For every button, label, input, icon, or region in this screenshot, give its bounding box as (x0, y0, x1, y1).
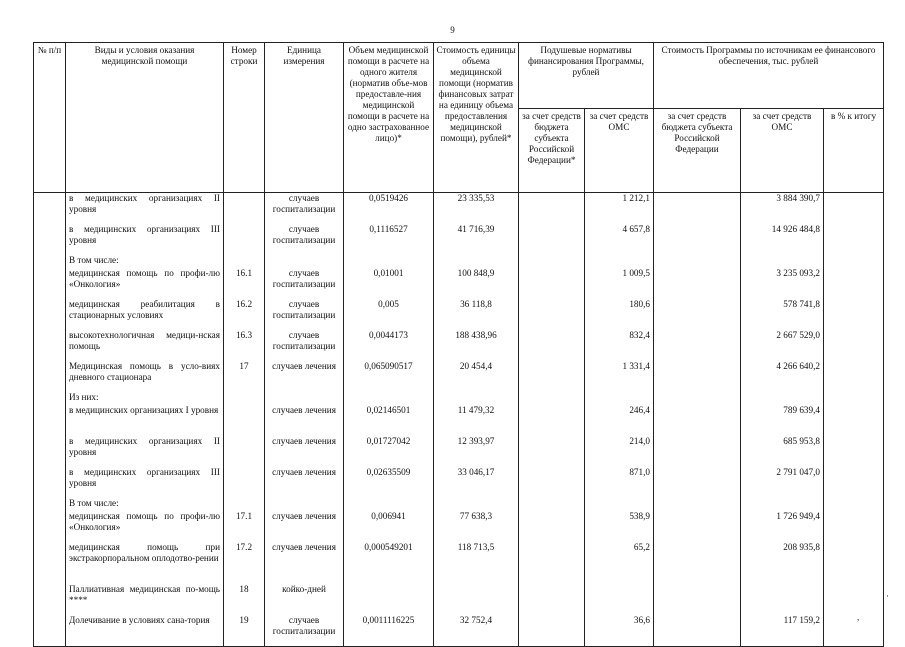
cell-norm-oms: 1 009,5 (585, 268, 654, 299)
cell-norm-budget (519, 498, 585, 511)
cell-src-oms (741, 392, 824, 405)
table-row (34, 268, 884, 299)
cell-name: Паллиативная медицинская по-мощь **** (66, 584, 224, 615)
cell-norm-budget (519, 584, 585, 615)
cell-line (224, 405, 265, 436)
cell-name: в медицинских организациях II уровня (66, 436, 224, 467)
cell-norm-oms: 4 657,8 (585, 224, 654, 255)
cell-norm-oms: 246,4 (585, 405, 654, 436)
header-unit: Единица измерения (265, 43, 344, 193)
cell-unit: случаев госпитализации (265, 615, 344, 647)
cell-norm-budget (519, 511, 585, 542)
cell-line: 17.2 (224, 542, 265, 584)
cell-cost (434, 392, 519, 405)
cell-volume: 0,0519426 (344, 193, 434, 225)
header-sources-group: Стоимость Программы по источникам ее финансового обеспечения, тыс. рублей (654, 43, 884, 109)
cell-line: 18 (224, 584, 265, 615)
cell-num (34, 511, 66, 542)
cell-cost: 12 393,97 (434, 436, 519, 467)
table-row (34, 330, 884, 361)
cell-pct (824, 224, 884, 255)
cell-src-budget (654, 193, 741, 225)
cell-volume (344, 584, 434, 615)
cell-cost: 118 713,5 (434, 542, 519, 584)
cell-src-oms: 117 159,2 (741, 615, 824, 647)
cell-src-budget (654, 615, 741, 647)
cell-name: Из них: (66, 392, 224, 405)
cell-src-oms: 685 953,8 (741, 436, 824, 467)
cell-name: медицинская помощь по профи-лю «Онкология» (66, 511, 224, 542)
cell-line: 16.1 (224, 268, 265, 299)
table-row (34, 299, 884, 330)
cell-src-oms: 4 266 640,2 (741, 361, 824, 392)
cell-name: в медицинских организациях III уровня (66, 467, 224, 498)
cell-norm-budget (519, 361, 585, 392)
cell-norm-budget (519, 268, 585, 299)
header-src-pct: в % к итогу (824, 109, 884, 193)
cell-num (34, 255, 66, 268)
cell-cost: 11 479,32 (434, 405, 519, 436)
cell-norm-budget (519, 436, 585, 467)
cell-norm-budget (519, 330, 585, 361)
cell-norm-oms: 538,9 (585, 511, 654, 542)
cell-unit: случаев госпитализации (265, 224, 344, 255)
cell-name: медицинская помощь по профи-лю «Онкология» (66, 268, 224, 299)
cell-line (224, 467, 265, 498)
cell-line (224, 498, 265, 511)
cell-pct (824, 498, 884, 511)
cell-unit: случаев лечения (265, 405, 344, 436)
cell-volume: 0,01001 (344, 268, 434, 299)
header-norms-group: Подушевые нормативы финансирования Программы, рублей (519, 43, 654, 109)
table-row (34, 224, 884, 255)
cell-unit (265, 255, 344, 268)
cell-pct (824, 511, 884, 542)
cell-src-budget (654, 467, 741, 498)
cell-cost (434, 255, 519, 268)
cell-src-budget (654, 542, 741, 584)
cell-src-budget (654, 361, 741, 392)
cell-num (34, 330, 66, 361)
cell-norm-oms (585, 255, 654, 268)
table-row (34, 498, 884, 511)
cell-name: в медицинских организациях II уровня (66, 193, 224, 225)
cell-src-budget (654, 405, 741, 436)
cell-src-budget (654, 255, 741, 268)
cell-cost (434, 498, 519, 511)
cell-num (34, 268, 66, 299)
cell-src-budget (654, 330, 741, 361)
header-cost: Стоимость единицы объема медицинской помощи (норматив финансовых затрат на единицу объема предоставления медицинской помощи), рублей* (434, 43, 519, 193)
cell-norm-oms: 832,4 (585, 330, 654, 361)
cell-cost: 77 638,3 (434, 511, 519, 542)
cell-line (224, 392, 265, 405)
cell-src-oms: 2 667 529,0 (741, 330, 824, 361)
table-row (34, 436, 884, 467)
cell-src-oms: 789 639,4 (741, 405, 824, 436)
table-header (34, 43, 884, 193)
cell-norm-oms: 36,6 (585, 615, 654, 647)
cell-norm-budget (519, 392, 585, 405)
header-norm-budget: за счет средств бюджета субъекта Российской Федерации* (519, 109, 585, 193)
cell-src-budget (654, 299, 741, 330)
header-line: Номер строки (224, 43, 265, 193)
cell-volume: 0,02146501 (344, 405, 434, 436)
cell-norm-budget (519, 467, 585, 498)
cell-line: 19 (224, 615, 265, 647)
cell-norm-oms: 180,6 (585, 299, 654, 330)
cell-pct (824, 193, 884, 225)
cell-pct (824, 615, 884, 647)
header-src-budget: за счет средств бюджета субъекта Российской Федерации (654, 109, 741, 193)
cell-volume: 0,006941 (344, 511, 434, 542)
cell-name: высокотехнологичная медици-нская помощь (66, 330, 224, 361)
cell-pct (824, 436, 884, 467)
cell-line: 16.2 (224, 299, 265, 330)
cell-pct (824, 361, 884, 392)
cell-unit: случаев лечения (265, 511, 344, 542)
cell-name: В том числе: (66, 498, 224, 511)
cell-src-budget (654, 392, 741, 405)
cell-cost: 33 046,17 (434, 467, 519, 498)
scan-mark: · (886, 591, 889, 601)
cell-pct (824, 268, 884, 299)
cell-norm-oms: 65,2 (585, 542, 654, 584)
cell-pct (824, 392, 884, 405)
header-num: № п/п (34, 43, 66, 193)
cell-name: Медицинская помощь в усло-виях дневного стационара (66, 361, 224, 392)
cell-pct (824, 405, 884, 436)
cell-src-oms (741, 584, 824, 615)
cell-norm-budget (519, 299, 585, 330)
table-row (34, 615, 884, 647)
cell-src-budget (654, 511, 741, 542)
cell-name: медицинская реабилитация в стационарных условиях (66, 299, 224, 330)
cell-num (34, 467, 66, 498)
cell-unit: случаев лечения (265, 467, 344, 498)
cell-norm-budget (519, 224, 585, 255)
cell-norm-budget (519, 193, 585, 225)
cell-volume: 0,1116527 (344, 224, 434, 255)
cell-pct (824, 299, 884, 330)
cell-volume: 0,005 (344, 299, 434, 330)
table-row (34, 542, 884, 584)
header-norm-oms: за счет средств ОМС (585, 109, 654, 193)
cell-line: 17 (224, 361, 265, 392)
cell-cost: 32 752,4 (434, 615, 519, 647)
cell-unit: случаев госпитализации (265, 299, 344, 330)
cell-num (34, 361, 66, 392)
cell-src-oms: 1 726 949,4 (741, 511, 824, 542)
cell-volume: 0,0044173 (344, 330, 434, 361)
table-row (34, 193, 884, 225)
cell-src-oms: 3 884 390,7 (741, 193, 824, 225)
header-volume: Объем медицинской помощи в расчете на одного жителя (норматив объе-мов предоставле-ния медицинской помощи в расчете на одно застрахованное лицо)* (344, 43, 434, 193)
cell-norm-budget (519, 542, 585, 584)
cell-unit: случаев госпитализации (265, 193, 344, 225)
cell-name: медицинская помощь при экстракорпоральном оплодотво-рении (66, 542, 224, 584)
cell-line: 16.3 (224, 330, 265, 361)
cell-volume: 0,000549201 (344, 542, 434, 584)
cell-volume: 0,01727042 (344, 436, 434, 467)
cell-pct (824, 467, 884, 498)
cell-src-budget (654, 436, 741, 467)
cell-norm-oms (585, 498, 654, 511)
cell-norm-oms (585, 584, 654, 615)
cell-src-oms: 3 235 093,2 (741, 268, 824, 299)
cell-line (224, 193, 265, 225)
cell-name: в медицинских организациях I уровня (66, 405, 224, 436)
cell-cost: 23 335,53 (434, 193, 519, 225)
cell-src-oms: 2 791 047,0 (741, 467, 824, 498)
cell-cost: 20 454,4 (434, 361, 519, 392)
cell-pct (824, 542, 884, 584)
cell-pct (824, 584, 884, 615)
cell-name: В том числе: (66, 255, 224, 268)
cell-src-oms: 14 926 484,8 (741, 224, 824, 255)
cell-cost: 36 118,8 (434, 299, 519, 330)
cell-norm-oms: 214,0 (585, 436, 654, 467)
cell-norm-oms: 1 331,4 (585, 361, 654, 392)
cell-volume (344, 392, 434, 405)
program-cost-table (33, 42, 884, 647)
header-type: Виды и условия оказания медицинской помощи (66, 43, 224, 193)
cell-cost: 188 438,96 (434, 330, 519, 361)
cell-num (34, 436, 66, 467)
cell-volume (344, 255, 434, 268)
cell-num (34, 498, 66, 511)
cell-num (34, 584, 66, 615)
cell-volume: 0,02635509 (344, 467, 434, 498)
cell-unit: случаев лечения (265, 361, 344, 392)
cell-src-oms: 208 935,8 (741, 542, 824, 584)
cell-src-budget (654, 498, 741, 511)
cell-cost: 41 716,39 (434, 224, 519, 255)
cell-num (34, 405, 66, 436)
cell-norm-budget (519, 255, 585, 268)
table-row (34, 392, 884, 405)
cell-line (224, 224, 265, 255)
cell-norm-oms (585, 392, 654, 405)
cell-unit (265, 392, 344, 405)
cell-unit: случаев госпитализации (265, 330, 344, 361)
table-row (34, 255, 884, 268)
cell-src-budget (654, 584, 741, 615)
cell-pct (824, 255, 884, 268)
cell-norm-oms: 871,0 (585, 467, 654, 498)
cell-num (34, 542, 66, 584)
cell-unit: койко-дней (265, 584, 344, 615)
cell-src-oms: 578 741,8 (741, 299, 824, 330)
cell-src-budget (654, 268, 741, 299)
table-row (34, 361, 884, 392)
cell-num (34, 615, 66, 647)
cell-line (224, 436, 265, 467)
cell-unit: случаев лечения (265, 542, 344, 584)
cell-unit: случаев лечения (265, 436, 344, 467)
table-row (34, 467, 884, 498)
cell-name: Долечивание в условиях сана-тория (66, 615, 224, 647)
cell-cost: 100 848,9 (434, 268, 519, 299)
scan-mark: , (857, 612, 860, 622)
cell-pct (824, 330, 884, 361)
cell-volume (344, 498, 434, 511)
cell-name: в медицинских организациях III уровня (66, 224, 224, 255)
cell-src-budget (654, 224, 741, 255)
cell-unit (265, 498, 344, 511)
cell-cost (434, 584, 519, 615)
cell-num (34, 299, 66, 330)
cell-volume: 0,0011116225 (344, 615, 434, 647)
table-row (34, 511, 884, 542)
cell-src-oms (741, 255, 824, 268)
header-src-oms: за счет средств ОМС (741, 109, 824, 193)
cell-line: 17.1 (224, 511, 265, 542)
cell-src-oms (741, 498, 824, 511)
cell-num (34, 224, 66, 255)
table-row (34, 584, 884, 615)
page-number: 9 (450, 25, 455, 35)
cell-unit: случаев госпитализации (265, 268, 344, 299)
cell-num (34, 193, 66, 225)
table-row (34, 405, 884, 436)
cell-norm-budget (519, 405, 585, 436)
cell-norm-budget (519, 615, 585, 647)
cell-volume: 0,065090517 (344, 361, 434, 392)
cell-line (224, 255, 265, 268)
cell-num (34, 392, 66, 405)
table-body (34, 193, 884, 647)
cell-norm-oms: 1 212,1 (585, 193, 654, 225)
